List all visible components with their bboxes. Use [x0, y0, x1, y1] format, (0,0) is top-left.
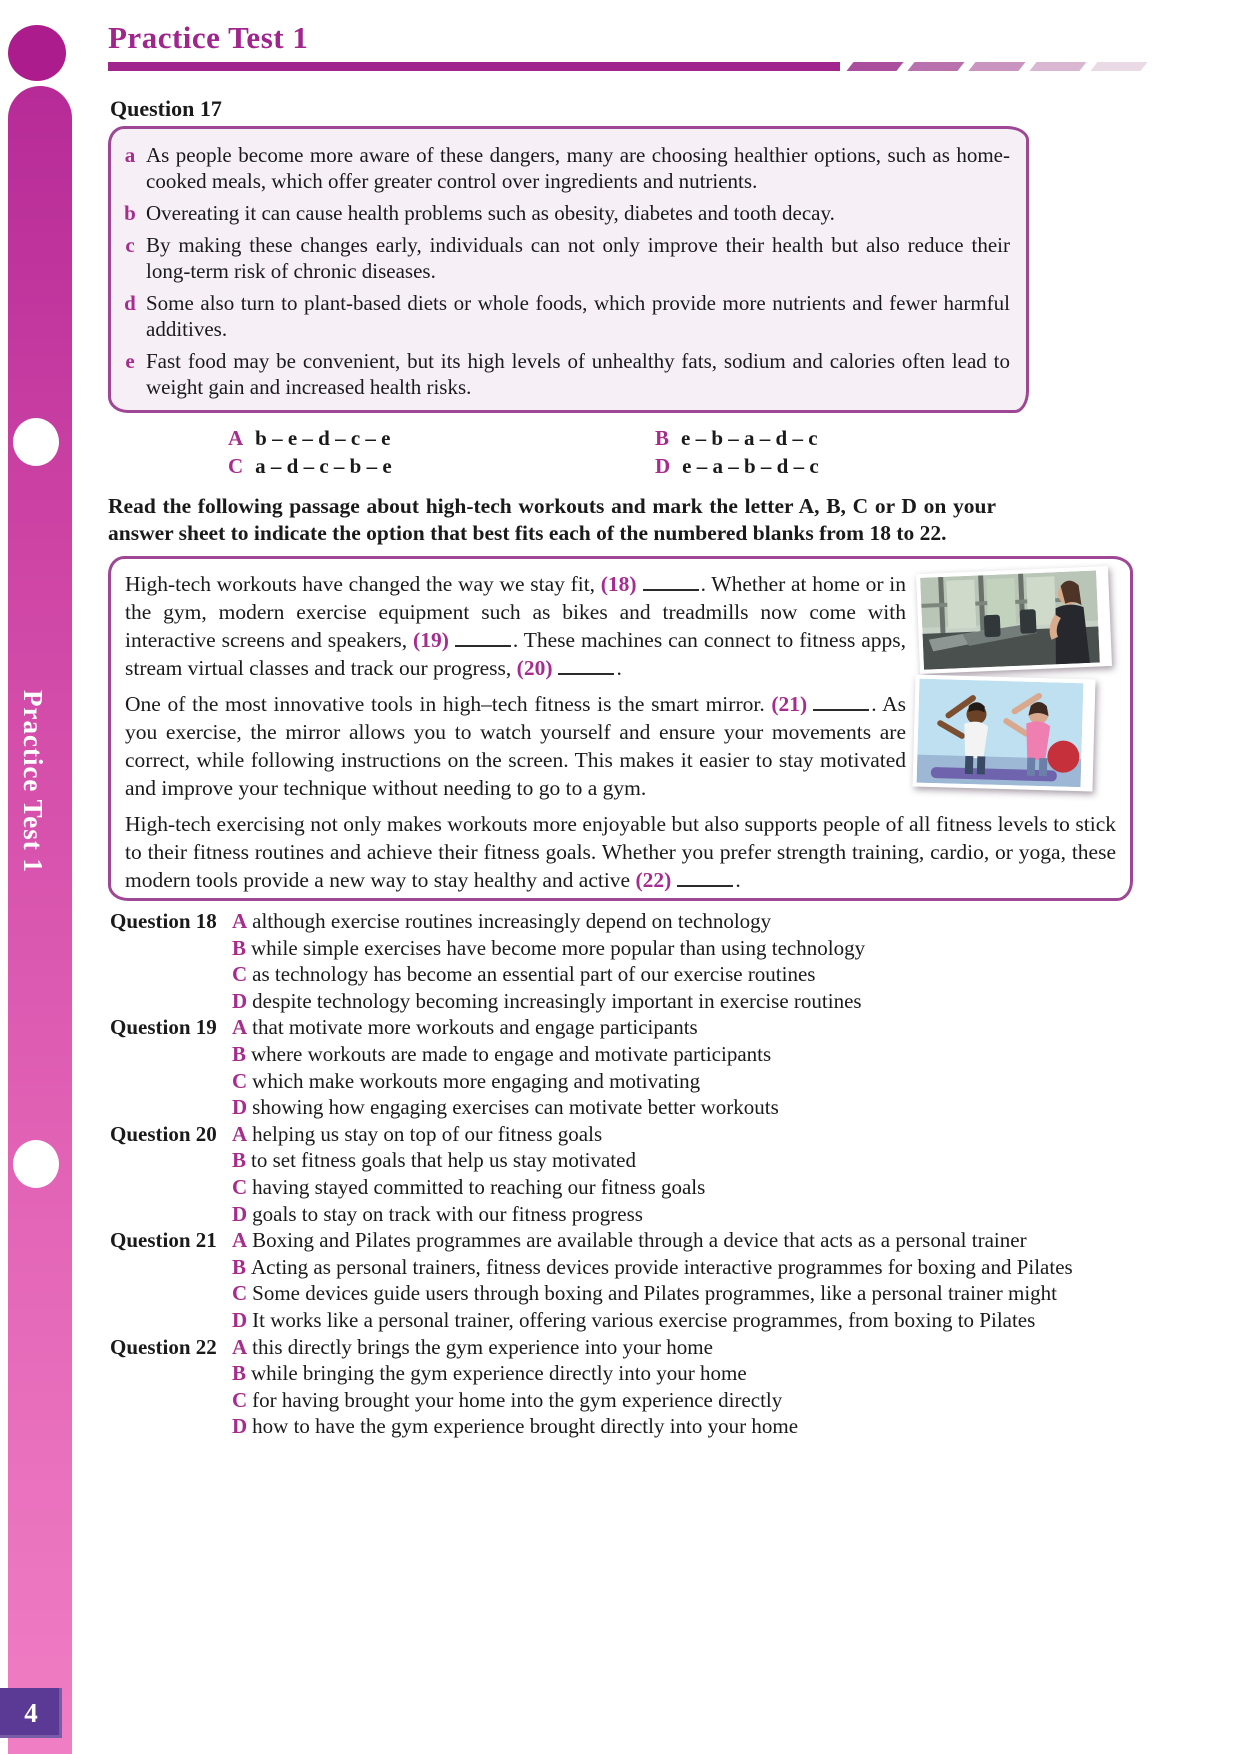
reading-instruction: Read the following passage about high-tech workouts and mark the letter A, B, C or D on your answer sheet to indicate the option that best fits each of the numbered blanks from 18 to 22. — [108, 494, 996, 545]
question-19 — [110, 1014, 1142, 1120]
option-D — [232, 1094, 1142, 1121]
option-letter: D — [232, 1307, 248, 1332]
sentence-item-d — [123, 290, 1010, 342]
option-A — [232, 1121, 1142, 1148]
treadmill-gym-photo — [916, 566, 1112, 674]
option-D — [232, 1307, 1142, 1334]
option-letter: C — [232, 962, 248, 987]
option-letter: D — [232, 988, 248, 1013]
option-text: while simple exercises have become more popular than using technology — [251, 935, 866, 960]
item-text: Some also turn to plant-based diets or whole foods, which provide more nutrients and fewer harmful additives. — [146, 291, 1010, 341]
passage-box — [108, 556, 1133, 901]
sidebar-top-dot — [8, 25, 66, 81]
question-label: Question 19 — [110, 1015, 217, 1040]
option-text: goals to stay on track with our fitness progress — [252, 1201, 643, 1226]
option-sequence: e – b – a – d – c — [681, 426, 818, 450]
option-sequence: a – d – c – b – e — [255, 454, 392, 478]
question-options — [232, 1227, 1142, 1333]
option-B — [232, 1041, 1142, 1068]
title-rule-segment — [907, 62, 964, 71]
option-B — [232, 935, 1142, 962]
option-letter: A — [232, 1121, 248, 1146]
title-rule-segment — [1090, 62, 1147, 71]
option-text: showing how engaging exercises can motivate better workouts — [252, 1095, 779, 1120]
question17-answer-options — [228, 426, 968, 479]
option-text: although exercise routines increasingly depend on technology — [252, 909, 772, 933]
option-letter: A — [232, 1334, 248, 1359]
option-letter: A — [232, 1015, 248, 1040]
option-text: where workouts are made to engage and motivate participants — [251, 1041, 772, 1066]
option-text: having stayed committed to reaching our fitness goals — [252, 1174, 706, 1199]
title-rule-segment — [846, 62, 903, 71]
passage-paragraph-3: High-tech exercising not only makes workouts more enjoyable but also supports people of all fitness levels to stick to their fitness routines and achieve their fitness goals. Whether you prefer strength training, cardio, or yoga, these modern tools provide a new way to stay healthy and active (22) . — [125, 812, 1116, 892]
option-letter: C — [232, 1281, 248, 1306]
treadmill-gym-illustration — [920, 571, 1100, 670]
option-C — [232, 1280, 1142, 1307]
option-C — [232, 1068, 1142, 1095]
question-label: Question 18 — [110, 909, 217, 933]
option-letter: B — [232, 1041, 247, 1066]
question-options — [232, 1121, 1142, 1227]
item-text: By making these changes early, individuals can not only improve their health but also reduce their long-term risk of chronic diseases. — [146, 233, 1010, 283]
option-A — [232, 1227, 1142, 1254]
option-C — [232, 1387, 1142, 1414]
option-letter: D — [232, 1095, 248, 1120]
sidebar-hole-punch — [13, 418, 59, 466]
question-18 — [110, 908, 1142, 1014]
answer-option-A — [228, 426, 655, 451]
option-letter: D — [232, 1414, 248, 1439]
passage-paragraph-2: One of the most innovative tools in high–tech fitness is the smart mirror. (21) . As you exercise, the mirror allows you to watch yourself and ensure your movements are correct, while following instructions on the screen. This makes it easier to stay motivated and improve your technique without needing to go to a gym. — [125, 692, 906, 800]
option-C — [232, 961, 1142, 988]
option-letter: B — [232, 1254, 247, 1279]
question-label: Question 21 — [110, 1228, 217, 1253]
option-text: Some devices guide users through boxing and Pilates programmes, like a personal trainer might — [252, 1281, 1057, 1306]
item-text: Fast food may be convenient, but its high levels of unhealthy fats, sodium and calories often lead to weight gain and increased health risks. — [146, 349, 1010, 399]
option-letter: D — [232, 1201, 248, 1226]
option-A — [232, 908, 1142, 935]
option-B — [232, 1254, 1142, 1281]
option-letter: C — [232, 1387, 248, 1412]
question-label: Question 20 — [110, 1121, 217, 1146]
option-text: despite technology becoming increasingly important in exercise routines — [252, 988, 862, 1013]
option-letter: A — [232, 1228, 248, 1253]
option-text: while bringing the gym experience directly into your home — [251, 1361, 747, 1386]
stretching-exercise-photo — [912, 675, 1095, 792]
answer-option-B — [655, 426, 968, 451]
option-letter: C — [232, 1174, 248, 1199]
title-rule — [108, 62, 1146, 71]
question17-label: Question 17 — [110, 96, 222, 121]
option-text: Boxing and Pilates programmes are available through a device that acts as a personal trainer — [252, 1228, 1027, 1253]
question-21 — [110, 1227, 1142, 1333]
item-text: Overeating it can cause health problems such as obesity, diabetes and tooth decay. — [146, 201, 835, 225]
question-options — [232, 1014, 1142, 1120]
question17-box — [108, 126, 1029, 413]
title-rule-solid — [108, 62, 840, 71]
option-text: as technology has become an essential part of our exercise routines — [252, 962, 816, 987]
item-letter: d — [124, 291, 136, 315]
item-letter: b — [124, 201, 136, 225]
option-B — [232, 1147, 1142, 1174]
title-rule-segment — [968, 62, 1025, 71]
option-text: that motivate more workouts and engage participants — [252, 1015, 698, 1040]
option-text: for having brought your home into the gym experience directly — [252, 1387, 783, 1412]
question-20 — [110, 1121, 1142, 1227]
option-letter: B — [232, 935, 247, 960]
question-options — [232, 1334, 1142, 1440]
sentence-item-e — [123, 348, 1010, 400]
option-text: how to have the gym experience brought directly into your home — [252, 1414, 799, 1439]
option-A — [232, 1334, 1142, 1361]
option-text: helping us stay on top of our fitness goals — [252, 1121, 603, 1146]
option-letter: A — [228, 426, 244, 450]
item-text: As people become more aware of these dangers, many are choosing healthier options, such as home-cooked meals, which offer greater control over ingredients and nutrients. — [146, 143, 1010, 193]
title-rule-segment — [1029, 62, 1086, 71]
option-letter: D — [655, 454, 671, 478]
option-text: Acting as personal trainers, fitness devices provide interactive programmes for boxing and Pilates — [251, 1254, 1073, 1279]
stretching-exercise-illustration — [917, 679, 1084, 788]
sidebar-hole-punch — [13, 1140, 59, 1188]
option-text: It works like a personal trainer, offering various exercise programmes, from boxing to Pilates — [252, 1307, 1036, 1332]
option-letter: A — [232, 909, 248, 933]
sentence-item-b — [123, 200, 1010, 226]
item-letter: e — [125, 349, 135, 373]
passage-paragraph-1: High-tech workouts have changed the way we stay fit, (18) . Whether at home or in the gym, modern exercise equipment such as bikes and treadmills now come with interactive screens and speakers, (19) . These machines can connect to fitness apps, stream virtual classes and track our progress, (20) . — [125, 572, 907, 680]
page-title: Practice Test 1 — [108, 20, 309, 55]
option-B — [232, 1360, 1142, 1387]
page-number: 4 — [0, 1688, 62, 1738]
option-letter: B — [655, 426, 670, 450]
option-sequence: b – e – d – c – e — [255, 426, 391, 450]
option-letter: C — [228, 454, 244, 478]
option-letter: B — [232, 1148, 247, 1173]
question-22 — [110, 1334, 1142, 1440]
option-sequence: e – a – b – d – c — [682, 454, 819, 478]
item-letter: c — [125, 233, 135, 257]
question-label: Question 22 — [110, 1334, 217, 1359]
option-letter: C — [232, 1068, 248, 1093]
option-letter: B — [232, 1361, 247, 1386]
answer-option-C — [228, 454, 655, 479]
item-letter: a — [124, 143, 136, 167]
option-A — [232, 1014, 1142, 1041]
sentence-item-a — [123, 142, 1010, 194]
option-text: which make workouts more engaging and motivating — [252, 1068, 701, 1093]
question-options — [232, 908, 1142, 1014]
option-D — [232, 1201, 1142, 1228]
option-D — [232, 988, 1142, 1015]
questions-18-22 — [110, 908, 1142, 1440]
option-C — [232, 1174, 1142, 1201]
passage-photos — [918, 570, 1116, 789]
option-text: this directly brings the gym experience into your home — [252, 1334, 713, 1359]
option-text: to set fitness goals that help us stay motivated — [251, 1148, 636, 1173]
answer-option-D — [655, 454, 968, 479]
sidebar-vertical-title: Practice Test 1 — [18, 690, 48, 873]
option-D — [232, 1413, 1142, 1440]
sentence-item-c — [123, 232, 1010, 284]
